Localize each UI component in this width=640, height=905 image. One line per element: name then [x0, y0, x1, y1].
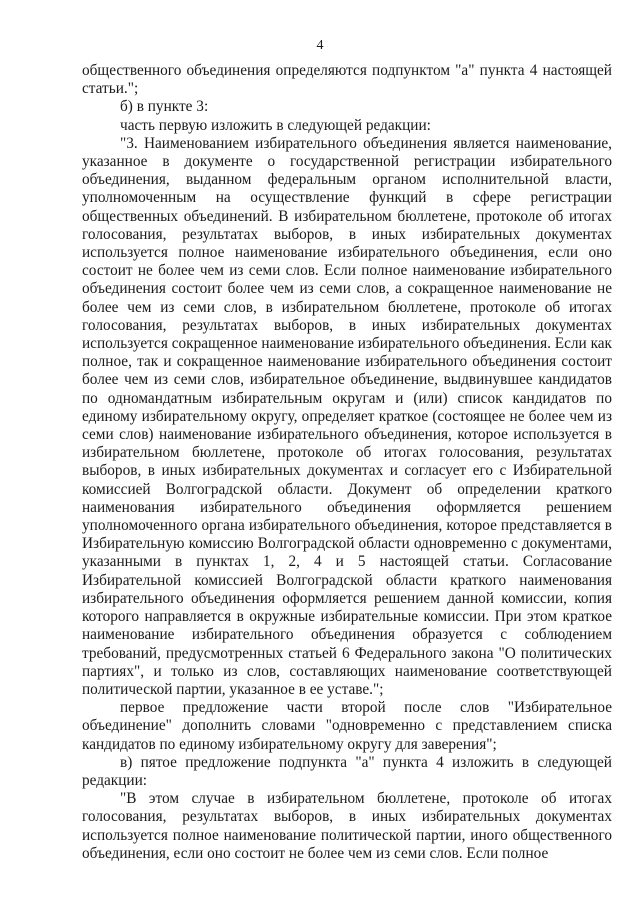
page-number: 4 — [316, 38, 324, 53]
paragraph: первое предложение части второй после слов "Избирательное объединение" дополнить словами "одновременно с представлением списка кандидатов по единому избирательному округу для заверения"; — [82, 699, 612, 753]
document-body — [82, 62, 612, 863]
paragraph: в) пятое предложение подпункта "а" пункта 4 изложить в следующей редакции: — [82, 753, 612, 789]
paragraph: общественного объединения определяются подпунктом "а" пункта 4 настоящей статьи."; — [82, 62, 612, 98]
paragraph: б) в пункте 3: — [120, 98, 209, 116]
paragraph: "В этом случае в избирательном бюллетене, протоколе об итогах голосования, результатах выборов, в иных избирательных документах используется полное наименование политической партии, иного общественного объединения, если оно состоит не более чем из семи слов. Если полное — [82, 790, 612, 862]
paragraph: "3. Наименованием избирательного объединения является наименование, указанное в документе о государственной регистрации избирательного объединения, выданном федеральным органом исполнительной власти, уполномоченным на осуществление функций в сфере регистрации общественных объединений. В избирательном бюллетене, протоколе об итогах голосования, результатах выборов, в иных избирательных документах используется полное наименование избирательного объединения, если оно состоит не более чем из семи слов. Если полное наименование избирательного объединения состоит более чем из семи слов, а сокращенное наименование не более чем из семи слов, в избирательном бюллетене, протоколе об итогах голосования, результатах выборов, в иных избирательных документах используется сокращенное наименование избирательного объединения. Если как полное, так и сокращенное наименование избирательного объединения состоит более чем из семи слов, избирательное объединение, выдвинувшее кандидатов по одномандатным избирательным округам и (или) список кандидатов по единому избирательному округу, определяет краткое (состоящее не более чем из семи слов) наименование избирательного объединения, которое используется в избирательном бюллетене, протоколе об итогах голосования, результатах выборов, в иных избирательных документах и согласует его с Избирательной комиссией Волгоградской области. Документ об определении краткого наименования избирательного объединения оформляется решением уполномоченного органа избирательного объединения, которое представляется в Избирательную комиссию Волгоградской области одновременно с документами, указанными в пунктах 1, 2, 4 и 5 настоящей статьи. Согласование Избирательной комиссией Волгоградской области краткого наименования избирательного объединения оформляется решением данной комиссии, копия которого направляется в окружные избирательные комиссии. При этом краткое наименование избирательного объединения образуется с соблюдением требований, предусмотренных статьей 6 Федерального закона "О политических партиях", и только из слов, составляющих наименование соответствующей политической партии, указанное в ее уставе."; — [82, 134, 612, 698]
paragraph: часть первую изложить в следующей редакции: — [120, 116, 431, 134]
